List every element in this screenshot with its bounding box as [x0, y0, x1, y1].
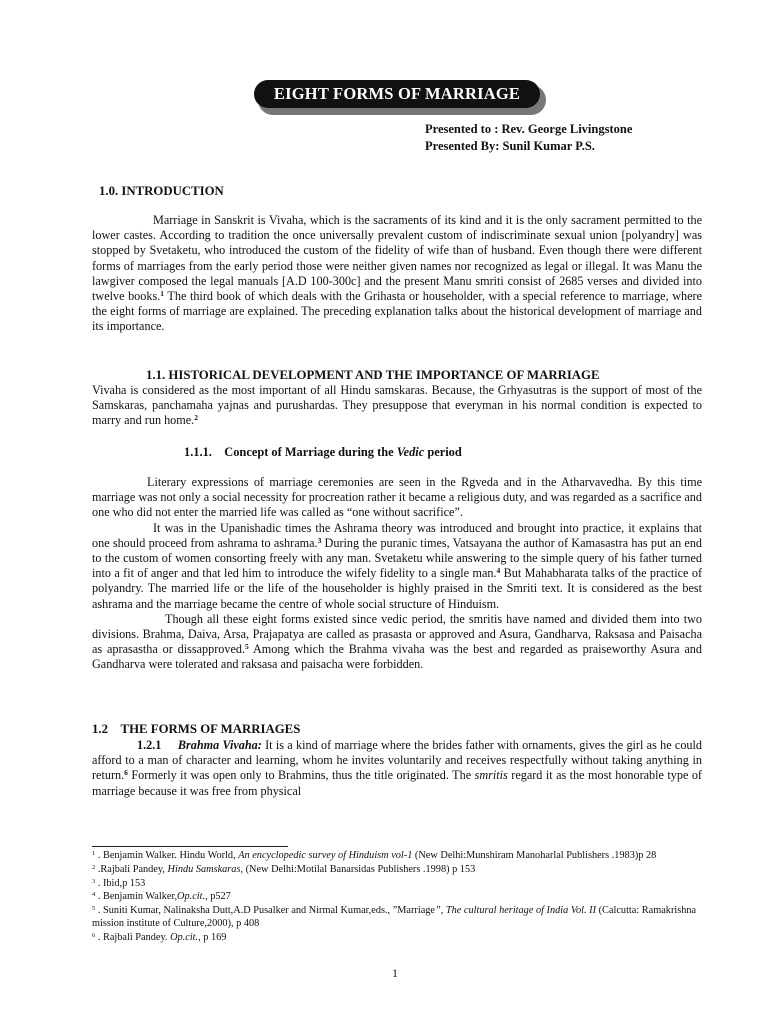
vedic-p2-text-c: But Mahabharata talks of the practice of polyandry. The married life or the life of the householder is highly praised in the Smriti text. It is considered as the best ashrama and the marriage became the centre of whole social structure of Hinduism.: [92, 566, 702, 611]
footnote-6: [92, 932, 704, 945]
vedic-paragraph-2: [92, 521, 702, 612]
presented-to: Presented to : Rev. George Livingstone: [425, 122, 633, 136]
footnote-2-text-b: , (New Delhi:Motilal Banarsidas Publishers .1998) p 153: [240, 863, 476, 875]
historical-text: Vivaha is considered as the most important of all Hindu samskaras. Because, the Grhyasutras is the support of most of the Samskaras, panchamaha yajnas and purushardas. They presuppose that everyman in his normal condition is expected to marry and run home.: [92, 383, 702, 428]
vedic-paragraph-1: Literary expressions of marriage ceremonies are seen in the Rgveda and in the Atharvavedha. By this time marriage was not only a social necessity for procreation rather it became a religious duty, and was regarded as a sacrifice and one who did not enter the married life was called as “one without sacrifice”.: [92, 475, 702, 520]
brahma-text-b: Formerly it was open only to Brahmins, thus the title originated. The: [127, 768, 475, 783]
footnote-mark-6: 6: [92, 931, 96, 939]
footnote-divider: [92, 846, 288, 847]
footnote-5: [92, 905, 704, 930]
page-number: 1: [392, 966, 398, 980]
footnote-ref-4: 4: [496, 566, 501, 576]
footnote-5-text-b: (Calcutta: Ramakrishna mission institute of Culture,2000), p 408: [92, 905, 697, 929]
heading-vedic: [184, 445, 462, 460]
footnote-1-title: An encyclopedic survey of Hinduism vol-1: [238, 850, 413, 861]
intro-paragraph: [92, 213, 702, 335]
footnote-mark-2: 2: [92, 863, 96, 871]
vedic-p2-text-a: It was in the Upanishadic times the Ashrama theory was introduced and brought into practice, it explains that one should proceed from ashrama to ashrama.: [92, 520, 702, 550]
vedic-section: [92, 475, 702, 673]
footnote-2: [92, 864, 704, 877]
footnote-5-title: ”, The cultural heritage of India Vol. II: [435, 905, 597, 917]
footnote-mark-1: 1: [92, 850, 96, 857]
footnote-ref-3: 3: [317, 535, 322, 545]
document-title: EIGHT FORMS OF MARRIAGE: [254, 80, 540, 108]
footnote-mark-5: 5: [92, 905, 96, 913]
intro-text-a: Marriage in Sanskrit is Vivaha, which is the sacraments of its kind and it is the only sacrament permitted to the lower castes. According to tradition the once universally prevalent custom of indiscriminate sexual union [polyandry] was stopped by Svetaketu, who introduced the custom of the fidelity of wife than of husband. Even though there were different forms of marriages from the early period those were neither given names nor recognized as legal or illegal. It was Manu the lawgiver composed the legal manuals [A.D 100-300c] and the present Manu smriti consist of 2685 verses and divided into twelve books.: [92, 213, 702, 304]
presented-by: Presented By: Sunil Kumar P.S.: [425, 139, 595, 153]
heading-vedic-number: 1.1.1.: [184, 445, 212, 459]
brahma-number: 1.2.1: [137, 738, 162, 752]
footnote-4: [92, 891, 704, 904]
footnote-1: [92, 850, 704, 863]
footnote-2-text-a: .Rajbali Pandey,: [95, 863, 168, 875]
footnote-6-title: Op.cit.,: [170, 931, 201, 943]
footnote-3: [92, 878, 704, 891]
footnote-2-title: Hindu Samskaras: [167, 863, 241, 875]
footnote-5-text-a: . Suniti Kumar, Nalinaksha Dutt,A.D Pusalker and Nirmal Kumar,eds., ”Marriage: [95, 905, 436, 917]
heading-introduction: 1.0. INTRODUCTION: [99, 184, 224, 198]
brahma-smritis: smritis: [474, 768, 508, 783]
footnote-ref-6: 6: [124, 768, 128, 778]
heading-vedic-pre: Concept of Marriage during the: [224, 445, 397, 459]
historical-paragraph: [92, 383, 702, 429]
footnotes: [92, 850, 704, 945]
footnote-3-text: . Ibid,p 153: [95, 877, 146, 889]
vedic-p2-text-b: During the puranic times, Vatsayana the author of Kamasastra has put an end to the custom of women consorting freely with any man. Svetaketu while answering to the simple query of his father turned into a fit of anger and that led him to introduce the wifely fidelity to a single man.: [92, 535, 703, 581]
footnote-1-text-b: (New Delhi:Munshiram Manoharlal Publishers .1983)p 28: [412, 850, 657, 861]
footnote-4-text-a: . Benjamin Walker,: [95, 891, 178, 903]
footnote-mark-3: 3: [92, 877, 96, 885]
heading-historical: 1.1. HISTORICAL DEVELOPMENT AND THE IMPORTANCE OF MARRIAGE: [146, 368, 600, 382]
brahma-text-a: It is a kind of marriage where the brides father with ornaments, gives the girl as he could afford to a man of character and learning, whom he invites voluntarily and receives respectfully without taking anything in return.: [92, 738, 703, 783]
vedic-p3-text-b: Among which the Brahma vivaha was the best and regarded as praiseworthy Asura and Gandharva were tolerated and raksasa and paisacha were forbidden.: [92, 642, 702, 672]
heading-forms: 1.2 THE FORMS OF MARRIAGES: [92, 722, 301, 736]
footnote-6-text-a: . Rajbali Pandey.: [95, 931, 171, 943]
footnote-ref-1: 1: [160, 289, 165, 299]
heading-vedic-post: period: [424, 445, 462, 459]
vedic-paragraph-3: [92, 612, 702, 673]
footnote-ref-5: 5: [245, 642, 249, 652]
intro-text-b: The third book of which deals with the Grihasta or householder, with a special reference to marriage, where the eight forms of marriage are explained. The preceding explanation talks about the historical development of marriage and its importance.: [92, 289, 702, 334]
brahma-paragraph: [92, 738, 702, 799]
footnote-mark-4: 4: [92, 891, 96, 899]
footnote-4-text-b: p527: [207, 891, 231, 903]
title-banner: [254, 80, 546, 114]
brahma-text-c: regard it as the most honorable type of marriage because it was free from physical: [92, 768, 702, 798]
heading-vedic-em: Vedic: [396, 445, 425, 459]
footnote-6-text-b: p 169: [200, 931, 227, 943]
brahma-title: Brahma Vivaha:: [177, 738, 262, 752]
vedic-p3-text-a: Though all these eight forms existed since vedic period, the smritis have named and divided them into two divisions. Brahma, Daiva, Arsa, Prajapatya are called as prasasta or approved and Asura, Gandharva, Raksasa and Paisacha as aprasastha or dissapproved.: [92, 611, 702, 657]
footnote-4-title: Op.cit.,: [177, 891, 208, 903]
footnote-1-text-a: . Benjamin Walker. Hindu World,: [95, 850, 239, 861]
footnote-ref-2: 2: [194, 413, 198, 423]
